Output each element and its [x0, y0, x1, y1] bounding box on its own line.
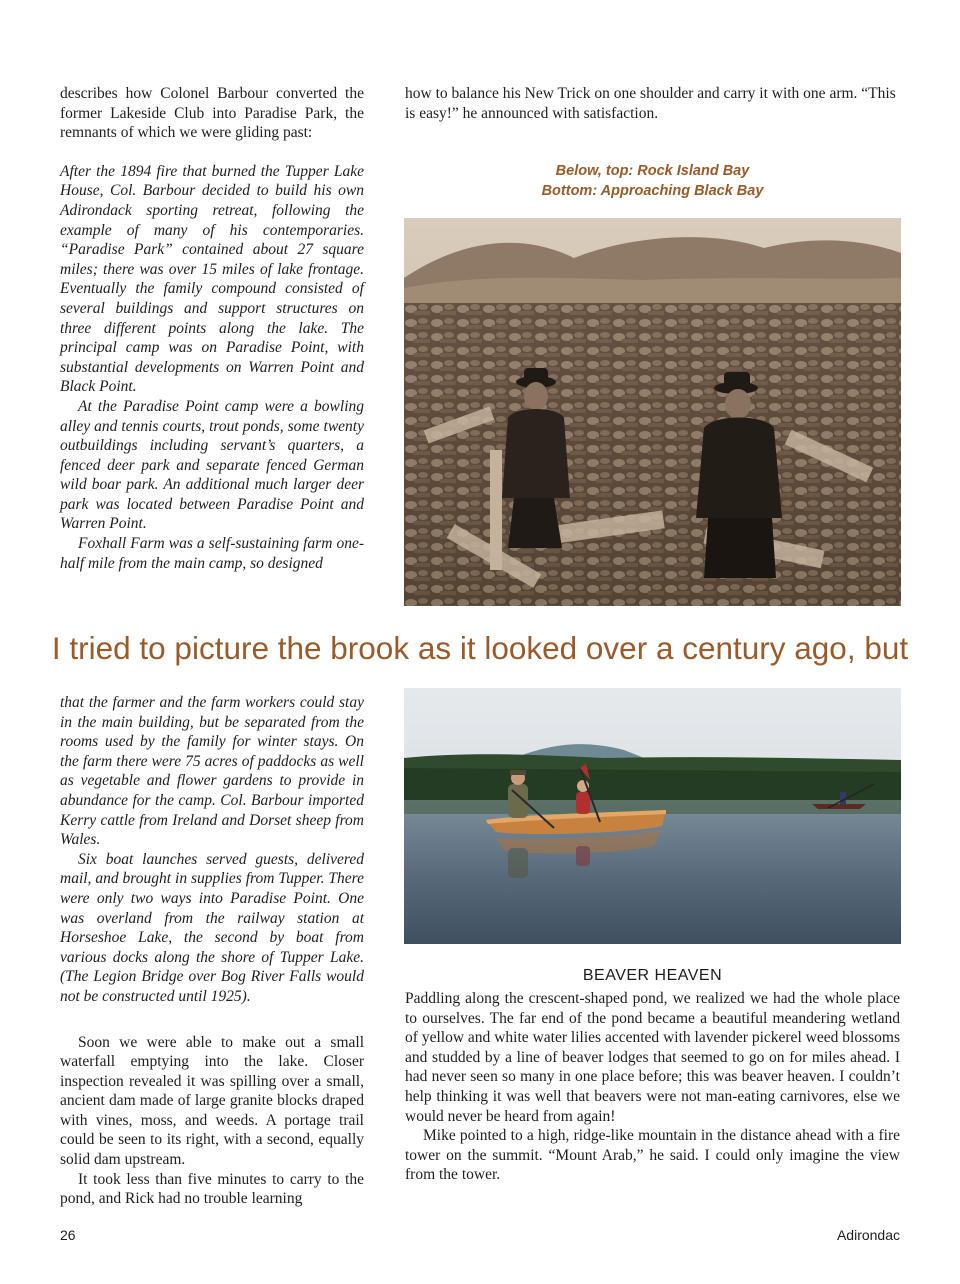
right-column-bottom	[405, 989, 900, 1185]
quote-paragraph-2: At the Paradise Point camp were a bowling alley and tennis courts, trout ponds, some twenty outbuildings including servant’s quarters, a fenced deer park and separate fenced German wild boar park. An additional much larger deer park was located between Paradise Point and Warren Point.	[60, 397, 364, 533]
intro-paragraph: describes how Colonel Barbour converted the former Lakeside Club into Paradise Park, the remnants of which we were gliding past:	[60, 85, 364, 142]
left-column-top	[60, 84, 364, 573]
quote-paragraph-3-continued: that the farmer and the farm workers could stay in the main building, but be separated from the rooms used by the family for winter stays. On the farm there were 75 acres of paddocks as well as vegetable and flower gardens to provide in abundance for the camp. Col. Barbour imported Kerry cattle from Ireland and Dorset sheep from Wales.	[60, 694, 364, 849]
sepia-log-photo	[404, 218, 901, 606]
body-paragraph-2: It took less than five minutes to carry to the pond, and Rick had no trouble learning	[60, 1170, 364, 1208]
section-heading-beaver-heaven: BEAVER HEAVEN	[582, 967, 723, 984]
quote-paragraph-4: Six boat launches served guests, delivered mail, and brought in supplies from Tupper. There were only two ways into Paradise Point. One was overland from the railway station at Horseshoe Lake, the second by boat from various docks along the shore of Tupper Lake. (The Legion Bridge over Bog River Falls would not be constructed until 1925).	[60, 850, 364, 1005]
quote-paragraph-1: After the 1894 fire that burned the Tupper Lake House, Col. Barbour decided to build his own Adirondack sporting retreat, following the example of many of his contemporaries. “Paradise Park” contained about 27 square miles; there was over 15 miles of lake frontage. Eventually the family compound consisted of several buildings and support structures on three different points along the lake. The principal camp was on Paradise Point, with substantial developments on Warren Point and Black Point.	[60, 162, 364, 396]
photo-black-bay	[404, 688, 901, 944]
photo-caption	[405, 161, 900, 201]
caption-line-top: Below, top: Rock Island Bay	[555, 163, 750, 179]
pull-quote: I tried to picture the brook as it looked over a century ago, but	[51, 630, 909, 666]
caption-line-bottom: Bottom: Approaching Black Bay	[541, 183, 764, 199]
left-column-bottom	[60, 693, 364, 1209]
quote-paragraph-3: Foxhall Farm was a self-sustaining farm one-half mile from the main camp, so designed	[60, 535, 364, 572]
beaver-paragraph-2: Mike pointed to a high, ridge-like mountain in the distance ahead with a fire tower on the summit. “Mount Arab,” he said. I could only imagine the view from the tower.	[405, 1127, 900, 1184]
body-paragraph-1: Soon we were able to make out a small waterfall emptying into the lake. Closer inspection revealed it was spilling over a small, ancient dam made of large granite blocks draped with vines, moss, and weeds. A portage trail could be seen to its right, with a second, equally solid dam upstream.	[60, 1033, 364, 1169]
right-column-top	[405, 84, 900, 123]
canoe-lake-photo	[404, 688, 901, 944]
right-top-paragraph: how to balance his New Trick on one shoulder and carry it with one arm. “This is easy!” he announced with satisfaction.	[405, 85, 896, 122]
photo-rock-island-bay	[404, 218, 901, 606]
publication-name: Adirondac	[836, 1227, 900, 1243]
page-number: 26	[60, 1227, 76, 1243]
beaver-paragraph-1: Paddling along the crescent-shaped pond, we realized we had the whole place to ourselves. The far end of the pond became a beautiful meandering wetland of yellow and white water lilies accented with lavender pickerel weed blossoms and studded by a line of beaver lodges that seemed to go on for miles ahead. I had never seen so many in one place before; this was beaver heaven. I couldn’t help thinking it was well that beavers were not man-eating carnivores, else we would never be heard from again!	[405, 990, 900, 1125]
